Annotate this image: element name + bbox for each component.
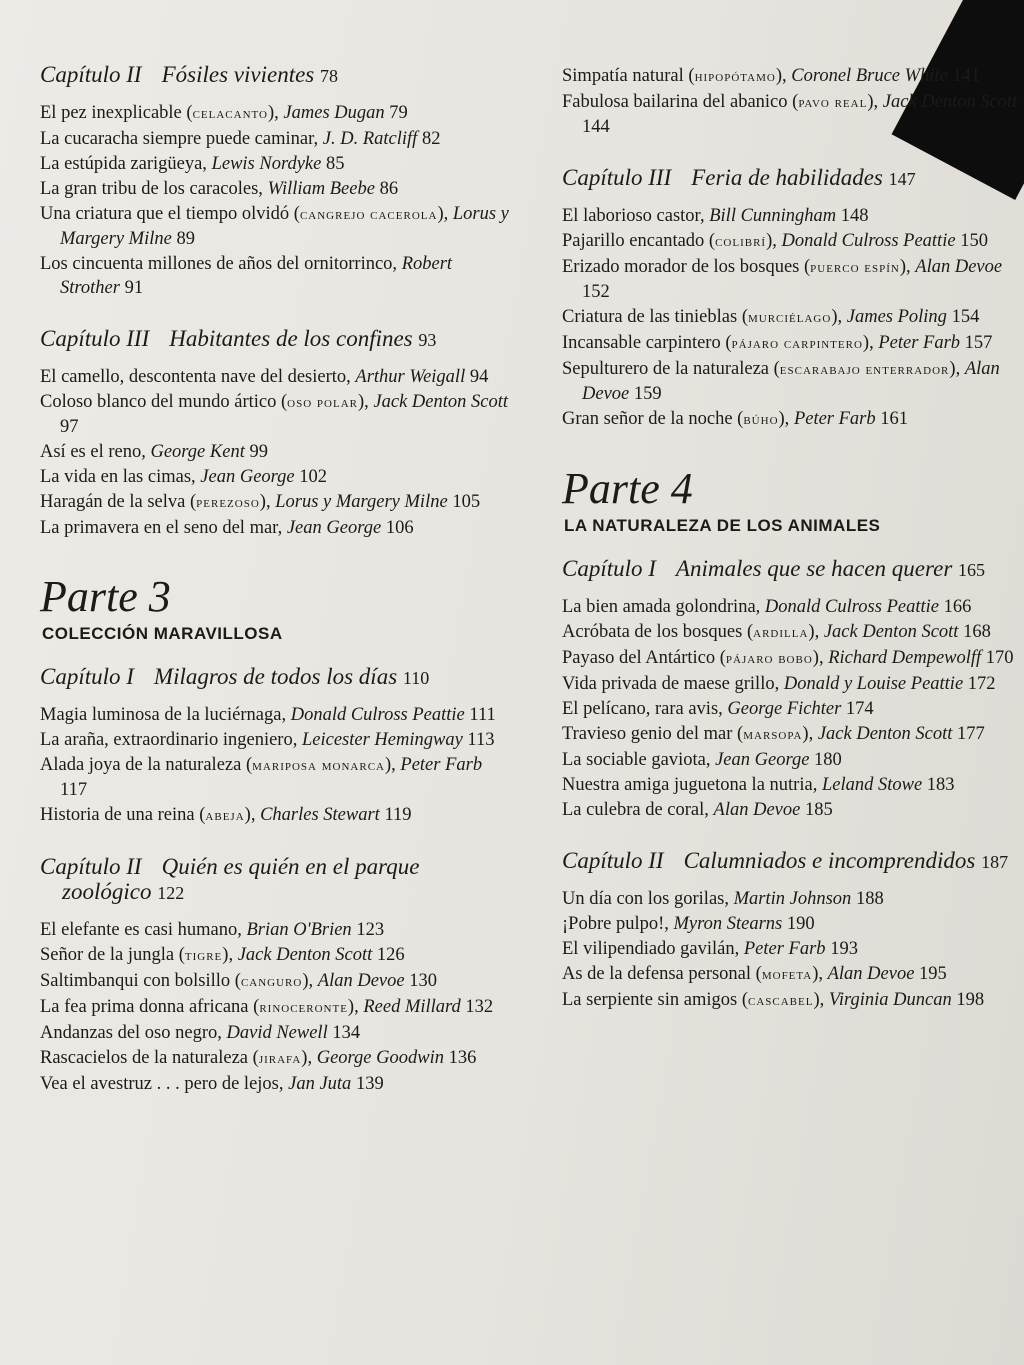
entry-page: 141	[952, 66, 981, 86]
entry-page: 105	[452, 492, 481, 512]
entry-page: 193	[830, 939, 858, 959]
chapter-number: Capítulo II	[40, 854, 142, 879]
toc-entry	[40, 252, 510, 300]
entry-animal: colibrí	[715, 234, 767, 250]
entry-page: 111	[469, 705, 496, 725]
entry-animal: pavo real	[798, 95, 868, 111]
chapter-title: Feria de habilidades	[691, 165, 883, 190]
toc-entry: Haragán de la selva (perezoso), Lorus y Margery Milne 105	[40, 492, 481, 512]
entry-author: George Goodwin	[316, 1048, 444, 1068]
toc-entry: As de la defensa personal (mofeta), Alan Devoe 195	[562, 964, 947, 984]
entry-title: Payaso del Antártico	[562, 648, 716, 668]
toc-entry: Pajarillo encantado (colibrí), Donald Culross Peattie 150	[562, 231, 988, 251]
entry-page: 170	[985, 648, 1014, 668]
entry-animal: rinoceronte	[259, 1000, 348, 1016]
toc-entry	[562, 937, 1024, 961]
entry-animal: marsopa	[743, 727, 803, 743]
entry-title: Rascacielos de la naturaleza	[40, 1048, 249, 1068]
entry-page: 82	[421, 129, 441, 149]
entry-title: El vilipendiado gavilán,	[562, 939, 740, 959]
toc-entry	[40, 918, 510, 942]
toc-entry: Rascacielos de la naturaleza (jirafa), George Goodwin 136	[40, 1048, 477, 1068]
entry-page: 86	[379, 179, 399, 199]
entry-author: Donald Culross Peattie	[290, 705, 465, 725]
entry-title: La bien amada golondrina,	[562, 597, 761, 617]
entry-page: 198	[956, 990, 985, 1010]
chapter-number: Capítulo III	[40, 326, 150, 351]
entry-author: Alan Devoe	[827, 964, 915, 984]
entry-animal: tigre	[184, 948, 223, 964]
entry-animal: murciélago	[747, 310, 832, 326]
chapter-page: 110	[402, 668, 430, 688]
entry-page: 188	[855, 889, 884, 909]
entry-page: 132	[465, 997, 494, 1017]
entry-author: Martin Johnson	[733, 889, 852, 909]
toc-entry: Acróbata de los bosques (ardilla), Jack Denton Scott 168	[562, 622, 991, 642]
chapter-heading	[40, 326, 510, 353]
chapter-page: 165	[958, 560, 986, 580]
entry-title: Los cincuenta millones de años del ornitorrinco,	[40, 254, 398, 274]
entry-author: Brian O'Brien	[246, 920, 352, 940]
entry-title: La primavera en el seno del mar,	[40, 518, 283, 538]
toc-entry: Señor de la jungla (tigre), Jack Denton Scott 126	[40, 945, 405, 965]
chapter-title: Animales que se hacen querer	[675, 556, 953, 581]
entry-title: El pelícano, rara avis,	[562, 699, 723, 719]
chapter-number: Capítulo II	[40, 62, 142, 87]
toc-entry: Gran señor de la noche (búho), Peter Farb 161	[562, 409, 908, 429]
entry-page: 180	[814, 750, 842, 770]
entry-page: 106	[385, 518, 414, 538]
entry-title: Señor de la jungla	[40, 945, 175, 965]
entry-author: Jack Denton Scott	[823, 622, 959, 642]
entry-author: James Dugan	[283, 103, 385, 123]
entry-author: Leland Stowe	[821, 775, 923, 795]
entry-page: 177	[957, 724, 985, 744]
entry-author: Jack Denton Scott	[817, 724, 953, 744]
entry-title: Haragán de la selva	[40, 492, 186, 512]
toc-entry: Sepulturero de la naturaleza (escarabajo enterrador), Alan Devoe 159	[562, 359, 1000, 404]
entry-title: La araña, extraordinario ingeniero,	[40, 730, 298, 750]
entry-page: 168	[963, 622, 991, 642]
entry-page: 152	[582, 282, 610, 302]
entry-page: 123	[356, 920, 385, 940]
entry-title: Magia luminosa de la luciérnaga,	[40, 705, 287, 725]
entry-author: Alan Devoe	[713, 800, 801, 820]
chapter-heading	[40, 854, 510, 906]
entry-list	[40, 703, 510, 828]
chapter-title: Fósiles vivientes	[161, 62, 315, 87]
entry-animal: escarabajo enterrador	[779, 362, 950, 378]
toc-entry	[40, 703, 510, 727]
entry-title: Nuestra amiga juguetona la nutria,	[562, 775, 818, 795]
entry-page: 94	[469, 367, 489, 387]
part-subtitle: COLECCIÓN MARAVILLOSA	[42, 624, 283, 643]
part-title: Parte 4	[562, 464, 693, 513]
toc-entry	[562, 595, 1024, 619]
entry-page: 99	[249, 442, 268, 462]
entry-page: 172	[967, 674, 996, 694]
toc-entry	[562, 748, 1024, 772]
entry-page: 157	[964, 333, 993, 353]
entry-title: La fea prima donna africana	[40, 997, 249, 1017]
entry-author: George Kent	[150, 442, 245, 462]
entry-author: Jack Denton Scott	[373, 392, 508, 412]
toc-entry: Simpatía natural (hipopótamo), Coronel Bruce White 141	[562, 66, 981, 86]
toc-entry: Payaso del Antártico (pájaro bobo), Richard Dempewolff 170	[562, 648, 1014, 668]
entry-author: James Poling	[846, 307, 947, 327]
entry-page: 183	[926, 775, 955, 795]
chapter-title: Calumniados e incomprendidos	[683, 848, 976, 873]
entry-title: As de la defensa personal	[562, 964, 752, 984]
entry-title: Incansable carpintero	[562, 333, 721, 353]
entry-author: Lorus y Margery Milne	[275, 492, 448, 512]
entry-title: Simpatía natural	[562, 66, 684, 86]
toc-entry	[40, 1021, 510, 1045]
entry-title: Erizado morador de los bosques	[562, 257, 800, 277]
entry-page: 166	[943, 597, 972, 617]
entry-animal: jirafa	[258, 1051, 302, 1067]
entry-title: Fabulosa bailarina del abanico	[562, 92, 788, 112]
toc-entry	[40, 1072, 510, 1096]
toc-entry	[40, 516, 510, 540]
entry-page: 102	[299, 467, 327, 487]
entry-author: Myron Stearns	[673, 914, 783, 934]
entry-author: Peter Farb	[743, 939, 826, 959]
entry-title: La vida en las cimas,	[40, 467, 196, 487]
entry-author: Peter Farb	[400, 755, 483, 775]
entry-page: 159	[633, 384, 662, 404]
entry-title: Vida privada de maese grillo,	[562, 674, 780, 694]
entry-author: George Fichter	[727, 699, 842, 719]
entry-title: Vea el avestruz . . . pero de lejos,	[40, 1074, 284, 1094]
part-subtitle: LA NATURALEZA DE LOS ANIMALES	[564, 516, 881, 535]
entry-author: Donald Culross Peattie	[781, 231, 956, 251]
entry-animal: pájaro bobo	[725, 651, 813, 667]
toc-entry	[40, 152, 510, 176]
entry-author: Lorus y Margery Milne	[60, 204, 509, 249]
chapter-page: 187	[981, 852, 1009, 872]
entry-author: Virginia Duncan	[828, 990, 952, 1010]
entry-author: Jan Juta	[288, 1074, 352, 1094]
entry-page: 148	[840, 206, 869, 226]
entry-author: Reed Millard	[363, 997, 461, 1017]
entry-title: Sepulturero de la naturaleza	[562, 359, 769, 379]
entry-page: 154	[951, 307, 980, 327]
entry-author: Alan Devoe	[582, 359, 1000, 404]
chapter-number: Capítulo I	[40, 664, 134, 689]
chapter-title: Habitantes de los confines	[169, 326, 413, 351]
toc-entry	[40, 365, 510, 389]
toc-entry: Historia de una reina (abeja), Charles Stewart 119	[40, 805, 412, 825]
entry-author: Bill Cunningham	[709, 206, 837, 226]
entry-author: Jean George	[715, 750, 810, 770]
entry-animal: canguro	[240, 974, 303, 990]
entry-page: 91	[124, 278, 144, 298]
entry-list	[562, 595, 1024, 822]
entry-author: William Beebe	[267, 179, 375, 199]
toc-entry: La serpiente sin amigos (cascabel), Virginia Duncan 198	[562, 990, 985, 1010]
entry-title: El pez inexplicable	[40, 103, 182, 123]
entry-animal: cangrejo cacerola	[299, 207, 438, 223]
entry-title: Historia de una reina	[40, 805, 195, 825]
entry-page: 113	[467, 730, 495, 750]
entry-animal: hipopótamo	[694, 69, 776, 85]
entry-page: 185	[804, 800, 833, 820]
toc-entry	[562, 912, 1024, 936]
entry-title: Acróbata de los bosques	[562, 622, 743, 642]
toc-entry: Erizado morador de los bosques (puerco espín), Alan Devoe 152	[562, 257, 1003, 302]
entry-animal: mofeta	[761, 967, 813, 983]
entry-page: 134	[332, 1023, 361, 1043]
entry-title: El laborioso castor,	[562, 206, 705, 226]
entry-animal: oso polar	[287, 395, 358, 411]
entry-author: Donald y Louise Peattie	[783, 674, 964, 694]
toc-entry	[562, 204, 1024, 228]
entry-author: Donald Culross Peattie	[764, 597, 939, 617]
entry-page: 126	[376, 945, 405, 965]
entry-title: El elefante es casi humano,	[40, 920, 242, 940]
entry-animal: ardilla	[753, 625, 809, 641]
toc-entry: Travieso genio del mar (marsopa), Jack Denton Scott 177	[562, 724, 985, 744]
toc-entry: Saltimbanqui con bolsillo (canguro), Alan Devoe 130	[40, 971, 437, 991]
toc-entry	[562, 798, 1024, 822]
entry-author: Alan Devoe	[915, 257, 1003, 277]
entry-page: 85	[325, 154, 345, 174]
entry-title: Pajarillo encantado	[562, 231, 705, 251]
toc-entry	[562, 773, 1024, 797]
entry-title: Criatura de las tinieblas	[562, 307, 738, 327]
entry-title: Un día con los gorilas,	[562, 889, 729, 909]
toc-entry	[562, 697, 1024, 721]
toc-entry: La fea prima donna africana (rinoceronte), Reed Millard 132	[40, 997, 494, 1017]
chapter-heading	[40, 62, 510, 89]
entry-title: Una criatura que el tiempo olvidó	[40, 204, 290, 224]
entry-page: 136	[448, 1048, 477, 1068]
toc-entry: Fabulosa bailarina del abanico (pavo real), Jack Denton Scott 144	[562, 92, 1018, 137]
chapter-heading	[562, 165, 1024, 192]
chapter-number: Capítulo III	[562, 165, 672, 190]
entry-author: Alan Devoe	[317, 971, 405, 991]
entry-title: La gran tribu de los caracoles,	[40, 179, 263, 199]
entry-title: La estúpida zarigüeya,	[40, 154, 207, 174]
entry-title: La sociable gaviota,	[562, 750, 711, 770]
toc-entry	[40, 465, 510, 489]
chapter-title: Quién es quién en el parque zoológico	[62, 854, 420, 904]
entry-page: 161	[880, 409, 908, 429]
toc-entry	[562, 672, 1024, 696]
entry-author: Jean George	[286, 518, 382, 538]
chapter-number: Capítulo I	[562, 556, 656, 581]
toc-entry	[40, 440, 510, 464]
part-title: Parte 3	[40, 572, 171, 621]
entry-author: Charles Stewart	[260, 805, 380, 825]
toc-entry	[562, 887, 1024, 911]
entry-page: 79	[389, 103, 408, 123]
toc-entry	[40, 177, 510, 201]
entry-author: Peter Farb	[793, 409, 876, 429]
toc-entry: Coloso blanco del mundo ártico (oso polar), Jack Denton Scott 97	[40, 392, 508, 437]
entry-title: La cucaracha siempre puede caminar,	[40, 129, 319, 149]
entry-title: Coloso blanco del mundo ártico	[40, 392, 277, 412]
entry-animal: puerco espín	[810, 260, 900, 276]
toc-entry: Una criatura que el tiempo olvidó (cangrejo cacerola), Lorus y Margery Milne 89	[40, 204, 509, 249]
entry-animal: búho	[743, 412, 779, 428]
entry-author: David Newell	[226, 1023, 328, 1043]
entry-page: 117	[60, 780, 88, 800]
entry-animal: celacanto	[192, 106, 268, 122]
entry-animal: perezoso	[196, 495, 260, 511]
entry-page: 89	[176, 229, 195, 249]
chapter-page: 93	[418, 330, 437, 350]
entry-page: 130	[409, 971, 437, 991]
entry-list	[40, 101, 510, 300]
toc-entry: Criatura de las tinieblas (murciélago), James Poling 154	[562, 307, 980, 327]
entry-author: Richard Dempewolff	[828, 648, 982, 668]
left-column	[40, 62, 510, 1122]
entry-author: Lewis Nordyke	[211, 154, 322, 174]
toc-entry: Alada joya de la naturaleza (mariposa monarca), Peter Farb 117	[40, 755, 483, 800]
entry-author: Jean George	[200, 467, 295, 487]
chapter-page: 122	[157, 883, 185, 903]
entry-page: 190	[786, 914, 815, 934]
entry-page: 150	[960, 231, 988, 251]
entry-page: 139	[355, 1074, 384, 1094]
entry-author: J. D. Ratcliff	[322, 129, 418, 149]
entry-page: 195	[919, 964, 947, 984]
entry-author: Robert Strother	[60, 254, 453, 298]
entry-list	[562, 204, 1024, 432]
chapter-heading	[562, 848, 1024, 875]
toc-entry	[40, 127, 510, 151]
toc-entry: El pez inexplicable (celacanto), James Dugan 79	[40, 103, 408, 123]
entry-list	[40, 365, 510, 540]
entry-list	[562, 64, 1024, 139]
toc-entry: Incansable carpintero (pájaro carpintero), Peter Farb 157	[562, 333, 993, 353]
chapter-page: 78	[320, 66, 338, 86]
entry-list	[562, 887, 1024, 1013]
entry-page: 119	[384, 805, 412, 825]
entry-author: Leicester Hemingway	[301, 730, 463, 750]
entry-title: Alada joya de la naturaleza	[40, 755, 242, 775]
entry-list	[40, 918, 510, 1096]
entry-author: Arthur Weigall	[355, 367, 466, 387]
entry-title: La culebra de coral,	[562, 800, 709, 820]
entry-author: Jack Denton Scott	[237, 945, 373, 965]
entry-author: Peter Farb	[878, 333, 961, 353]
entry-title: Andanzas del oso negro,	[40, 1023, 222, 1043]
chapter-title: Milagros de todos los días	[153, 664, 398, 689]
entry-title: El camello, descontenta nave del desierto,	[40, 367, 351, 387]
chapter-heading	[40, 664, 510, 691]
entry-title: Así es el reno,	[40, 442, 146, 462]
entry-title: ¡Pobre pulpo!,	[562, 914, 669, 934]
entry-title: La serpiente sin amigos	[562, 990, 738, 1010]
chapter-number: Capítulo II	[562, 848, 664, 873]
entry-author: Jack Denton Scott	[882, 92, 1018, 112]
right-column	[562, 64, 1024, 1039]
entry-animal: pájaro carpintero	[731, 336, 863, 352]
entry-title: Saltimbanqui con bolsillo	[40, 971, 231, 991]
entry-animal: abeja	[205, 808, 245, 824]
entry-title: Gran señor de la noche	[562, 409, 733, 429]
entry-title: Travieso genio del mar	[562, 724, 733, 744]
entry-page: 144	[582, 117, 610, 137]
entry-page: 97	[60, 417, 79, 437]
entry-animal: cascabel	[748, 993, 814, 1009]
chapter-heading	[562, 556, 1024, 583]
entry-page: 174	[845, 699, 874, 719]
toc-entry	[40, 728, 510, 752]
chapter-page: 147	[888, 169, 916, 189]
entry-animal: mariposa monarca	[252, 758, 385, 774]
entry-author: Coronel Bruce White	[791, 66, 948, 86]
